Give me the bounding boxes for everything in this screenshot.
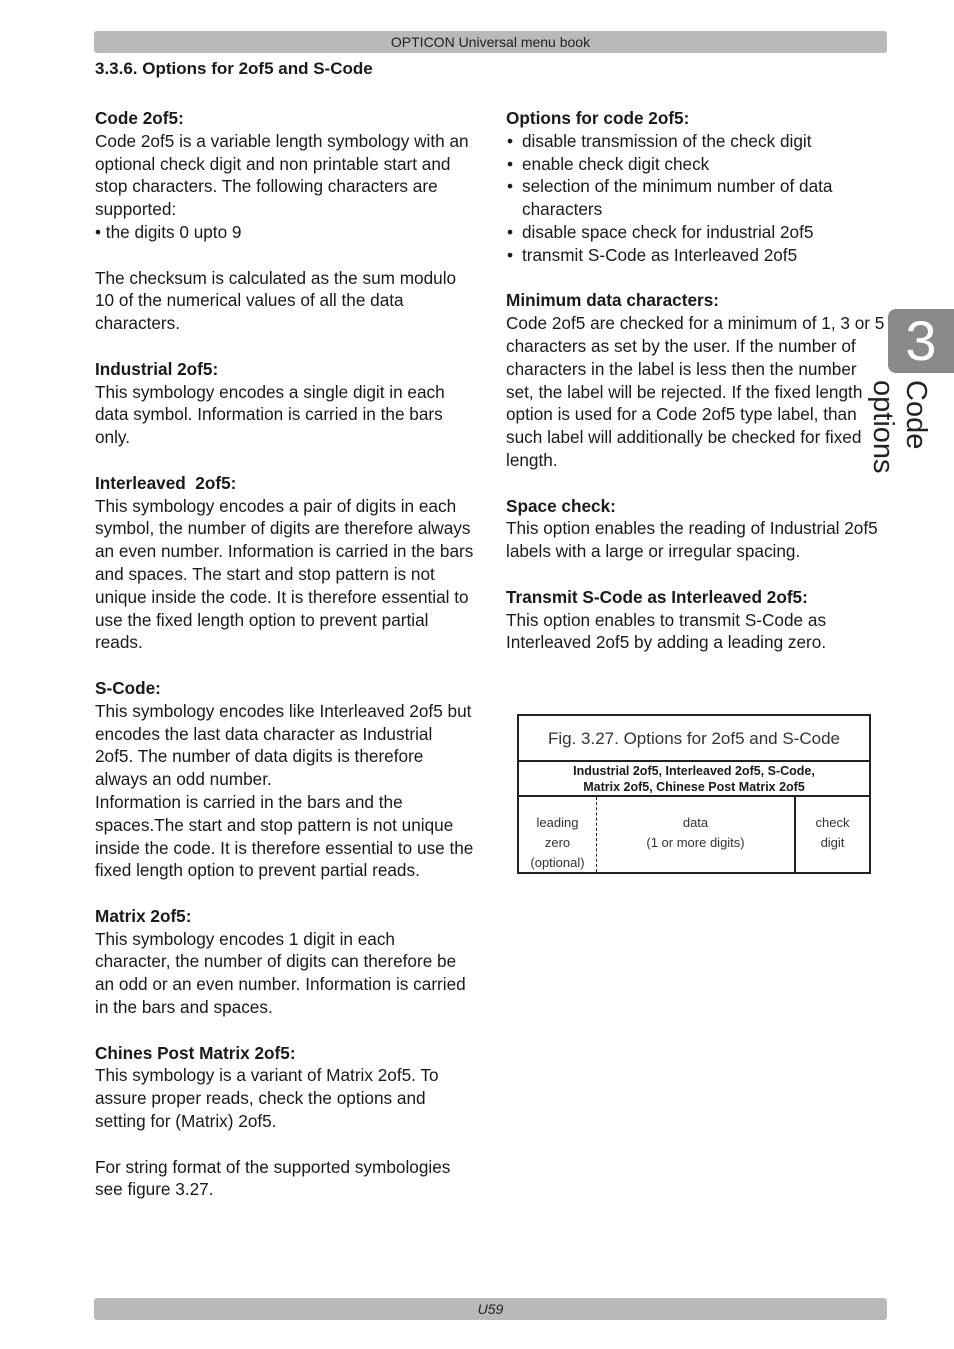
options-list	[506, 130, 886, 267]
section-title: 3.3.6. Options for 2of5 and S-Code	[95, 59, 373, 78]
page-number: U59	[477, 1301, 504, 1317]
heading-transmit-s-code: Transmit S-Code as Interleaved 2of5:	[506, 586, 808, 607]
heading-code-2of5: Code 2of5:	[95, 108, 184, 128]
text-space-check: This option enables the reading of Industrial 2of5 labels with a large or irregular spacing.	[506, 518, 878, 562]
header-bar	[94, 31, 887, 53]
header-title: OPTICON Universal menu book	[390, 34, 591, 50]
heading-chinese-post: Chines Post Matrix 2of5:	[95, 1042, 296, 1063]
list-item: • disable transmission of the check digit	[506, 130, 886, 153]
footer-bar	[94, 1298, 887, 1320]
section-checksum	[95, 267, 475, 335]
section-s-code	[95, 677, 475, 882]
list-item: • selection of the minimum number of data characters	[506, 175, 886, 221]
heading-industrial-2of5: Industrial 2of5:	[95, 358, 219, 379]
left-column	[95, 107, 475, 1224]
text-transmit-s-code: This option enables to transmit S-Code as Interleaved 2of5 by adding a leading zero.	[506, 609, 827, 653]
chapter-tab	[888, 309, 954, 373]
heading-s-code: S-Code:	[95, 677, 161, 698]
cell-leading-zero: leading zero (optional)	[519, 797, 597, 872]
section-transmit-s-code	[506, 586, 886, 654]
text-industrial-2of5: This symbology encodes a single digit in each data symbol. Information is carried in the bars only.	[95, 381, 445, 448]
chapter-number: 3	[905, 309, 937, 372]
figure-row	[519, 797, 869, 872]
section-string-format	[95, 1156, 475, 1202]
heading-space-check: Space check:	[506, 495, 616, 516]
section-matrix-2of5	[95, 905, 475, 1019]
cell-data: data (1 or more digits)	[597, 797, 796, 872]
heading-minimum-data: Minimum data characters:	[506, 290, 719, 311]
list-item: • enable check digit check	[506, 153, 886, 176]
right-column	[506, 107, 886, 677]
list-item: • disable space check for industrial 2of5	[506, 221, 886, 244]
section-interleaved-2of5	[95, 472, 475, 654]
heading-matrix-2of5: Matrix 2of5:	[95, 905, 192, 926]
text-chinese-post: This symbology is a variant of Matrix 2of5. To assure proper reads, check the options and setting for (Matrix) 2of5.	[95, 1065, 439, 1132]
text-matrix-2of5: This symbology encodes 1 digit in each character, the number of digits can therefore be an odd or an even number. Information is carried in the bars and spaces.	[95, 928, 466, 1018]
heading-interleaved-2of5: Interleaved 2of5:	[95, 472, 237, 493]
figure-caption: Fig. 3.27. Options for 2of5 and S-Code	[519, 716, 869, 762]
section-industrial-2of5	[95, 358, 475, 449]
heading-options: Options for code 2of5:	[506, 108, 690, 128]
text-s-code: This symbology encodes like Interleaved 2of5 but encodes the last data character as Industrial 2of5. The number of data digits is therefore always an odd number. Information is carried in the bars and the spaces.The start and stop pattern is not unique inside the code. It is therefore essential to use the fixed length option to prevent partial reads.	[95, 700, 474, 881]
cell-check-digit: check digit	[815, 815, 850, 850]
figure-3-27	[517, 714, 871, 874]
section-space-check	[506, 495, 886, 563]
text-code-2of5: Code 2of5 is a variable length symbology with an optional check digit and non printable start and stop characters. The following characters are supported: • the digits 0 upto 9	[95, 130, 469, 242]
section-options	[506, 107, 886, 267]
figure-header: Industrial 2of5, Interleaved 2of5, S-Code, Matrix 2of5, Chinese Post Matrix 2of5	[519, 762, 869, 797]
text-string-format: For string format of the supported symbologies see figure 3.27.	[95, 1156, 451, 1200]
text-interleaved-2of5: This symbology encodes a pair of digits in each symbol, the number of digits are therefore always an even number. Information is carried in the bars and spaces. The start and stop pattern is not unique inside the code. It is therefore essential to use the fixed length option to prevent partial reads.	[95, 495, 474, 653]
section-code-2of5	[95, 107, 475, 244]
text-minimum-data: Code 2of5 are checked for a minimum of 1, 3 or 5 characters as set by the user. If the number of characters in the label is less then the number set, the label will be rejected. If the fixed length option is used for a Code 2of5 type label, than such label will additionally be checked for fixed length.	[506, 313, 885, 470]
text-checksum: The checksum is calculated as the sum modulo 10 of the numerical values of all the data characters.	[95, 267, 457, 334]
section-minimum-data	[506, 289, 886, 471]
section-chinese-post	[95, 1042, 475, 1133]
chapter-label: Code options	[867, 380, 932, 474]
list-item: • transmit S-Code as Interleaved 2of5	[506, 244, 886, 267]
